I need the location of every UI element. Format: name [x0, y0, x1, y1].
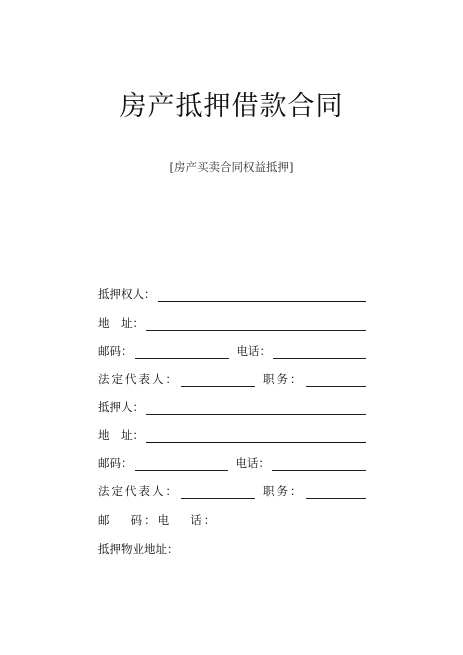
- mortgagee-phone-label: 电话：: [236, 344, 271, 358]
- mortgagee-name-field[interactable]: [158, 289, 367, 302]
- document-title: 房产抵押借款合同: [119, 91, 344, 122]
- mortgagee-legal-rep-label: 法定代表人：: [98, 372, 179, 386]
- mortgagor-name-row: [98, 399, 366, 415]
- mortgagee-address-label: 地 址：: [98, 316, 144, 330]
- mortgagor-postcode-field[interactable]: [135, 458, 228, 471]
- mortgagor-address-field[interactable]: [146, 430, 366, 443]
- mortgagor-name-field[interactable]: [146, 402, 366, 415]
- property-address-row: [98, 541, 366, 557]
- mortgagee-rep-row: [98, 371, 366, 387]
- mortgagee-postcode-label: 邮码：: [98, 344, 133, 358]
- mortgagee-name-label: 抵押权人：: [98, 287, 156, 301]
- postcode-phone-row: [98, 512, 366, 528]
- mortgagor-phone-label: 电话：: [235, 456, 270, 470]
- mortgagee-phone-field[interactable]: [273, 346, 366, 359]
- mortgagor-position-label: 职务：: [263, 484, 304, 498]
- mortgagor-contact-row: [98, 455, 366, 471]
- mortgagee-contact-row: [98, 343, 366, 359]
- mortgagor-phone-field[interactable]: [272, 458, 366, 471]
- mortgagee-position-field[interactable]: [306, 374, 367, 387]
- mortgagee-position-label: 职务：: [263, 372, 304, 386]
- mortgagor-legal-rep-label: 法定代表人：: [98, 484, 179, 498]
- postcode-phone-label: 邮 码：电 话：: [98, 513, 218, 527]
- mortgagee-name-row: [98, 286, 366, 302]
- mortgagee-legal-rep-field[interactable]: [181, 374, 255, 387]
- mortgagee-postcode-field[interactable]: [135, 346, 229, 359]
- mortgagor-postcode-label: 邮码：: [98, 456, 133, 470]
- mortgagor-position-field[interactable]: [306, 486, 367, 499]
- mortgagor-address-label: 地 址：: [98, 428, 144, 442]
- document-subtitle: [房产买卖合同权益抵押]: [169, 160, 294, 174]
- mortgagor-rep-row: [98, 483, 366, 499]
- property-address-label: 抵押物业地址：: [98, 542, 179, 556]
- mortgagor-legal-rep-field[interactable]: [181, 486, 255, 499]
- mortgagee-address-row: [98, 315, 366, 331]
- mortgagee-address-field[interactable]: [146, 318, 366, 331]
- mortgagor-name-label: 抵押人：: [98, 400, 144, 414]
- mortgagor-address-row: [98, 427, 366, 443]
